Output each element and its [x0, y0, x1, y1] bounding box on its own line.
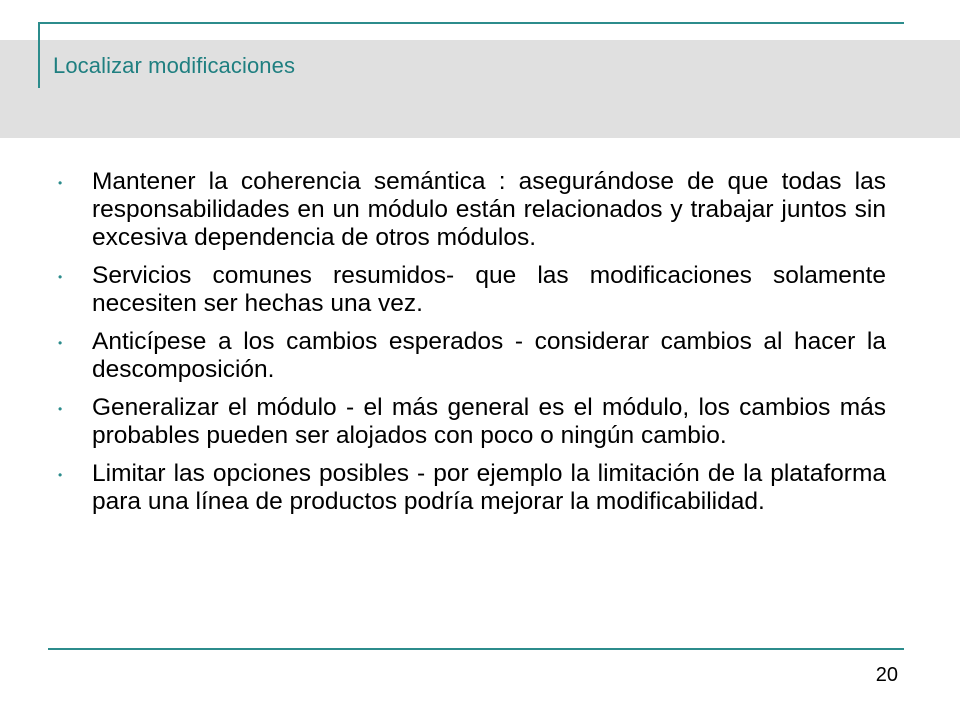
- bullet-text: Mantener la coherencia semántica : asegurándose de que todas las responsabilidades en un módulo están relacionados y trabajar juntos sin excesiva dependencia de otros módulos.: [92, 168, 886, 251]
- bullet-text: Anticípese a los cambios esperados - considerar cambios al hacer la descomposición.: [92, 328, 886, 383]
- bullet-text: Generalizar el módulo - el más general es el módulo, los cambios más probables pueden ser alojados con poco o ningún cambio.: [92, 394, 886, 449]
- title-accent-bar: [38, 22, 40, 88]
- bullet-text: Limitar las opciones posibles - por ejemplo la limitación de la plataforma para una línea de productos podría mejorar la modificabilidad.: [92, 460, 886, 515]
- bullet-dot-icon: •: [58, 176, 63, 190]
- bullet-item: [56, 328, 886, 384]
- bullet-dot-icon: •: [58, 336, 63, 350]
- bullet-dot-icon: •: [58, 270, 63, 284]
- bullet-item: [56, 460, 886, 516]
- bullet-item: [56, 262, 886, 318]
- top-divider: [40, 22, 904, 24]
- bullet-item: [56, 168, 886, 252]
- bullet-dot-icon: •: [58, 402, 63, 416]
- bottom-divider: [48, 648, 904, 650]
- bullet-text: Servicios comunes resumidos- que las modificaciones solamente necesiten ser hechas una vez.: [92, 262, 886, 317]
- bullet-item: [56, 394, 886, 450]
- slide-title: Localizar modificaciones: [53, 53, 296, 78]
- bullet-list: [56, 168, 886, 526]
- bullet-dot-icon: •: [58, 468, 63, 482]
- page-number: 20: [875, 664, 898, 686]
